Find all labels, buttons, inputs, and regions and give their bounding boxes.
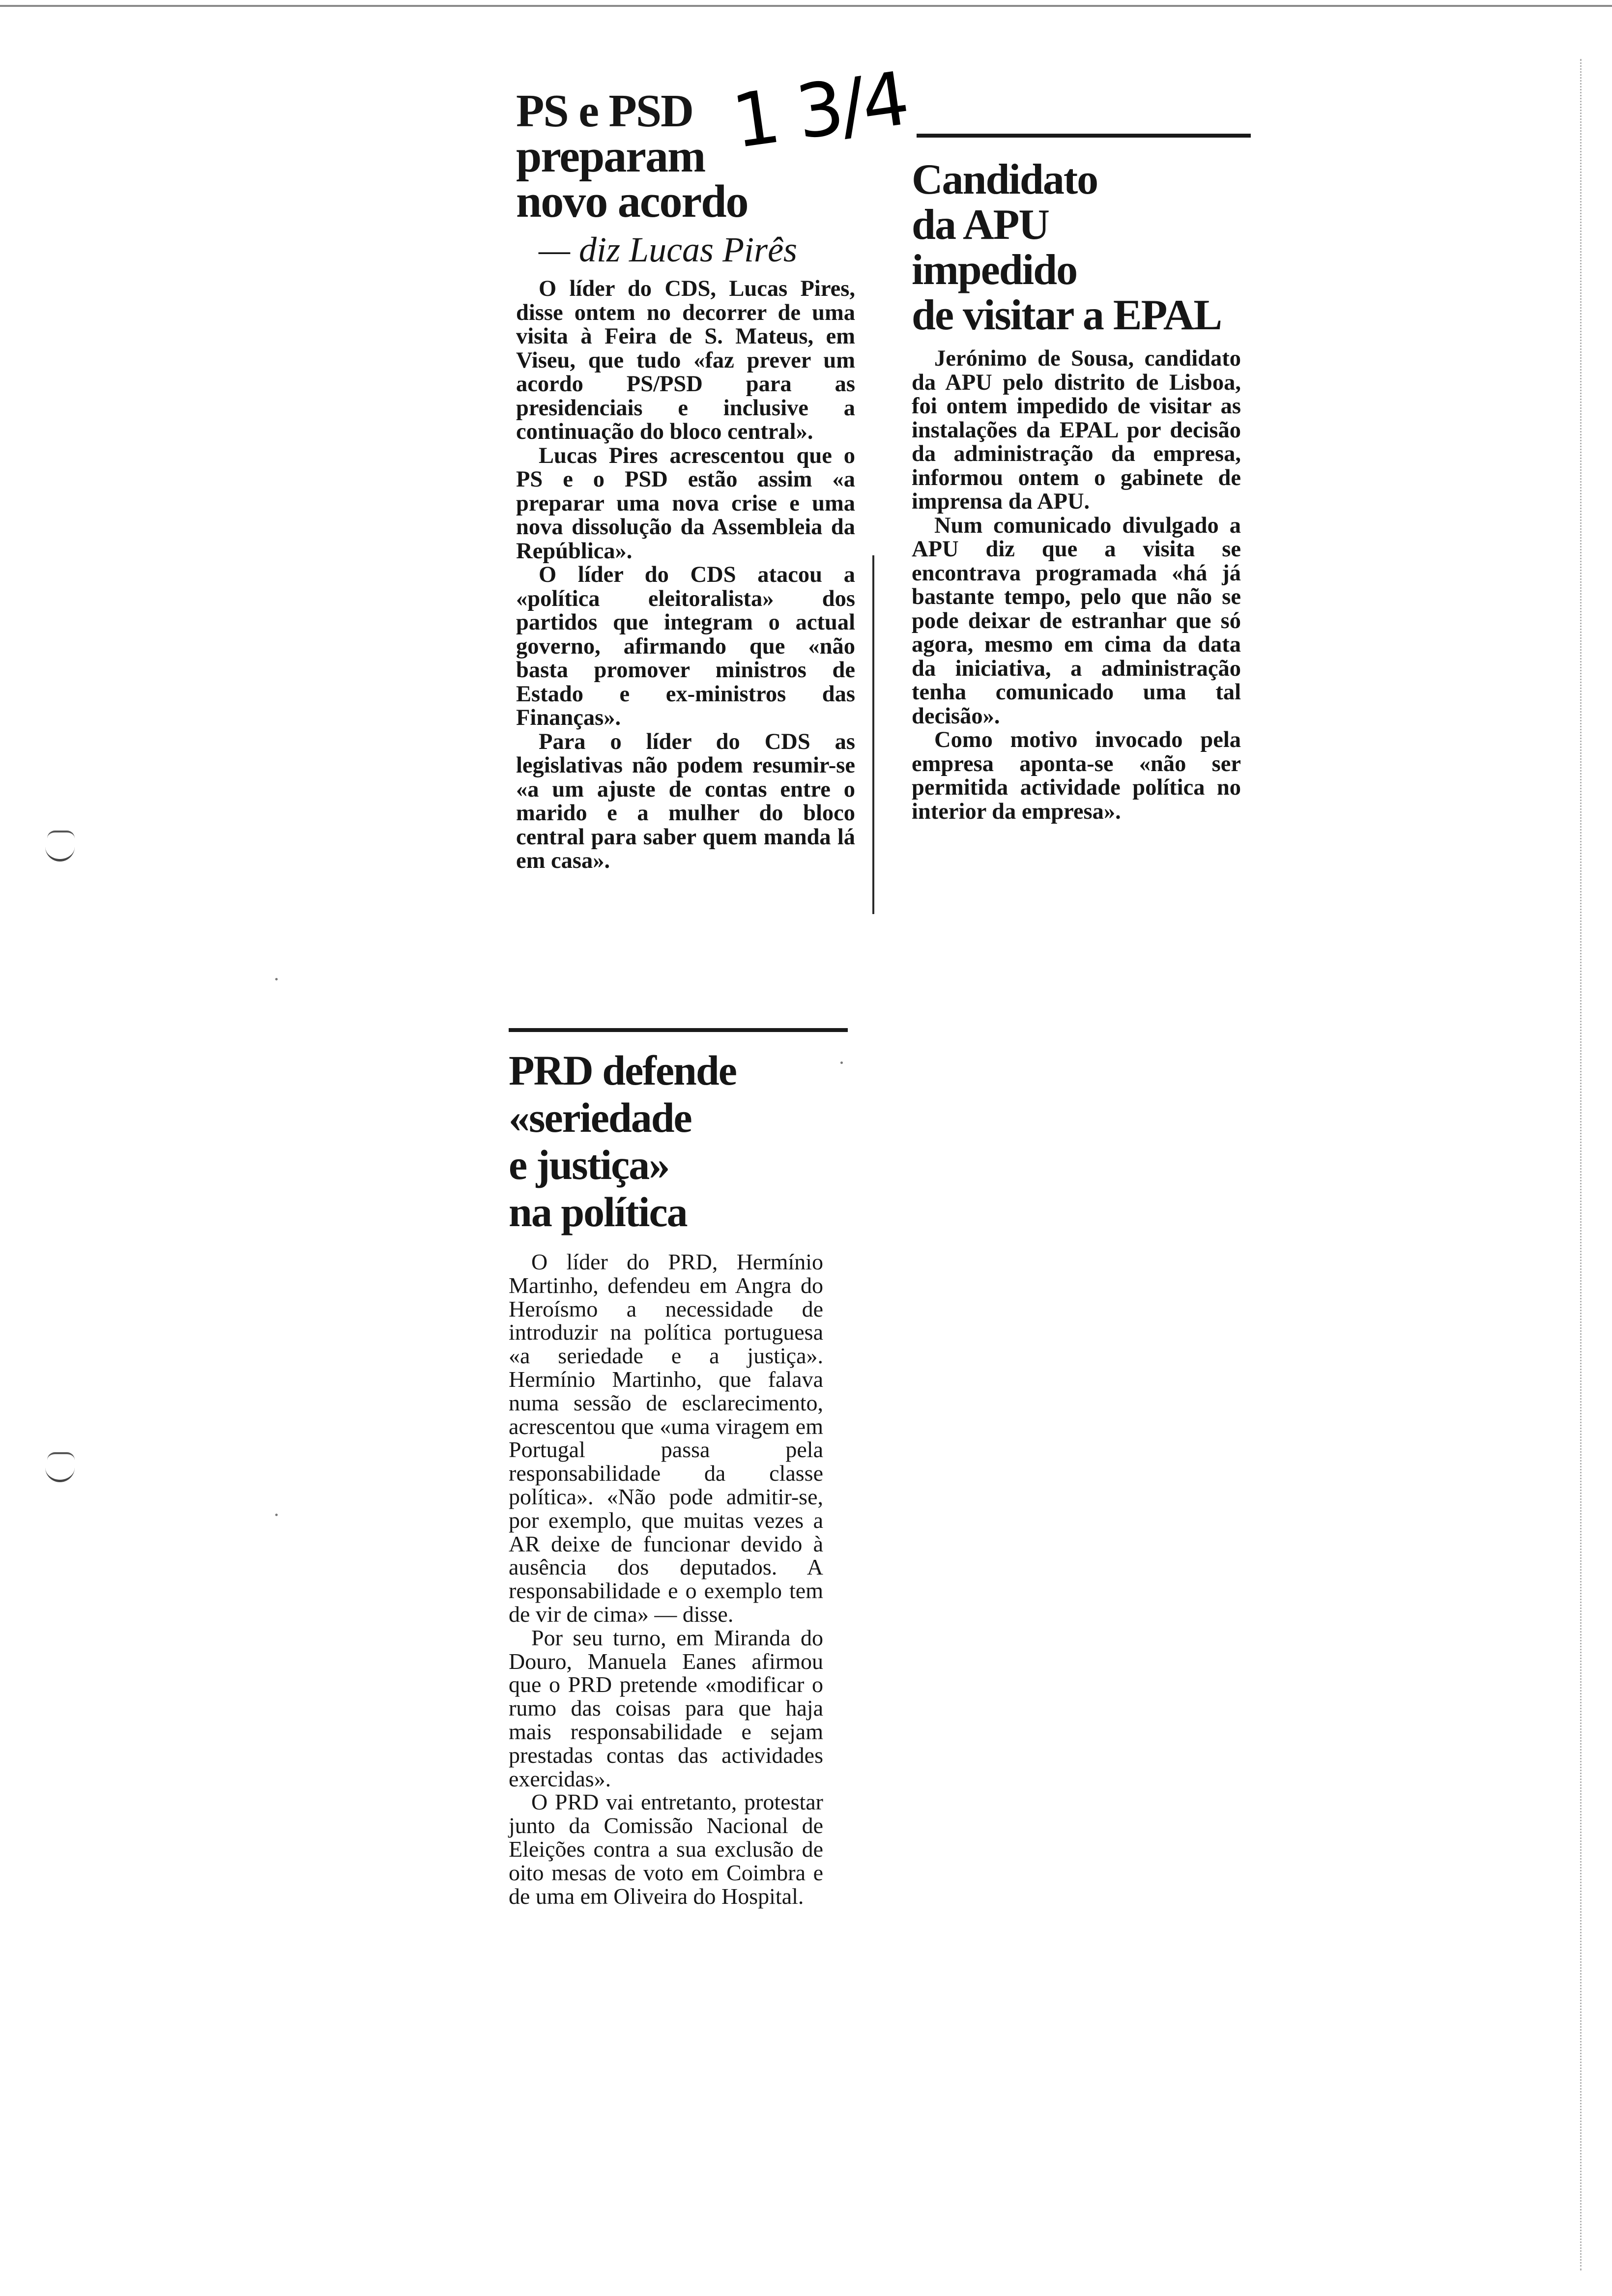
article-prd-headline: PRD defende «seriedade e justiça» na política — [509, 1047, 736, 1235]
scan-right-edge — [1580, 59, 1582, 2270]
column-separator — [872, 555, 874, 914]
article-prd-paragraph: Por seu turno, em Miranda do Douro, Manuela Eanes afirmou que o PRD pretende «modificar o rumo das coisas para que haja mais responsabilidade e sejam prestadas contas das actividades exercidas». — [509, 1625, 823, 1791]
scan-speck — [275, 1514, 278, 1516]
article-ps-psd-paragraph: O líder do CDS, Lucas Pires, disse ontem no decorrer de uma visita à Feira de S. Mateus, em Viseu, que tudo «faz prever um acordo PS/PSD para as presidenciais e inclusive a continuação do bloco central». — [516, 276, 855, 444]
scan-top-edge — [0, 5, 1612, 7]
article-apu — [912, 157, 1246, 824]
article-apu-paragraph: Como motivo invocado pela empresa aponta-se «não ser permitida actividade política no interior da empresa». — [912, 727, 1241, 824]
article-prd-top-rule — [509, 1028, 848, 1032]
article-prd — [509, 1047, 843, 1908]
punch-hole-lower — [45, 1467, 75, 1482]
article-ps-psd-byline: — diz Lucas Pirês — [539, 230, 798, 269]
handwritten-date-annotation: 1 3/4 — [727, 56, 912, 165]
article-apu-top-rule — [917, 134, 1251, 138]
punch-hole-upper-top — [47, 831, 75, 838]
article-apu-headline: Candidato da APU impedido de visitar a EPAL — [912, 156, 1222, 339]
punch-hole-lower-top — [47, 1452, 75, 1460]
scan-speck — [275, 978, 278, 980]
article-apu-paragraph: Num comunicado divulgado a APU diz que a visita se encontrava programada «há já bastante tempo, pelo que não se pode deixar de estranhar que só agora, mesmo em cima da data da iniciativa, a administração tenha comunicado uma tal decisão». — [912, 513, 1241, 729]
article-ps-psd-headline: PS e PSD preparam novo acordo — [516, 86, 748, 227]
article-ps-psd-paragraph: Lucas Pires acrescentou que o PS e o PSD estão assim «a preparar uma nova crise e uma nova dissolução da Assembleia da República». — [516, 443, 855, 564]
punch-hole-upper — [45, 846, 75, 861]
article-ps-psd-body — [516, 277, 855, 873]
article-ps-psd-paragraph: O líder do CDS atacou a «política eleitoralista» dos partidos que integram o actual governo, afirmando que «não basta promover ministros de Estado e ex-ministros das Finanças». — [516, 562, 855, 730]
article-apu-body — [912, 347, 1241, 824]
article-prd-body — [509, 1250, 823, 1908]
article-ps-psd — [516, 88, 855, 873]
article-apu-paragraph: Jerónimo de Sousa, candidato da APU pelo distrito de Lisboa, foi ontem impedido de visitar as instalações da EPAL por decisão da administração da empresa, informou ontem o gabinete de imprensa da APU. — [912, 346, 1241, 514]
article-ps-psd-paragraph: Para o líder do CDS as legislativas não podem resumir-se «a um ajuste de contas entre o marido e a mulher do bloco central para saber quem manda lá em casa». — [516, 729, 855, 873]
article-prd-paragraph: O PRD vai entretanto, protestar junto da Comissão Nacional de Eleições contra a sua exclusão de oito mesas de voto em Coimbra e de uma em Oliveira do Hospital. — [509, 1789, 823, 1909]
article-prd-paragraph: O líder do PRD, Hermínio Martinho, defendeu em Angra do Heroísmo a necessidade de introduzir na política portuguesa «a seriedade e a justiça». Hermínio Martinho, que falava numa sessão de esclarecimento, acrescentou que «uma viragem em Portugal passa pela responsabilidade da classe política». «Não pode admitir-se, por exemplo, que muitas vezes a AR deixe de funcionar devido à ausência dos deputados. A responsabilidade e o exemplo tem de vir de cima» — disse. — [509, 1249, 823, 1627]
